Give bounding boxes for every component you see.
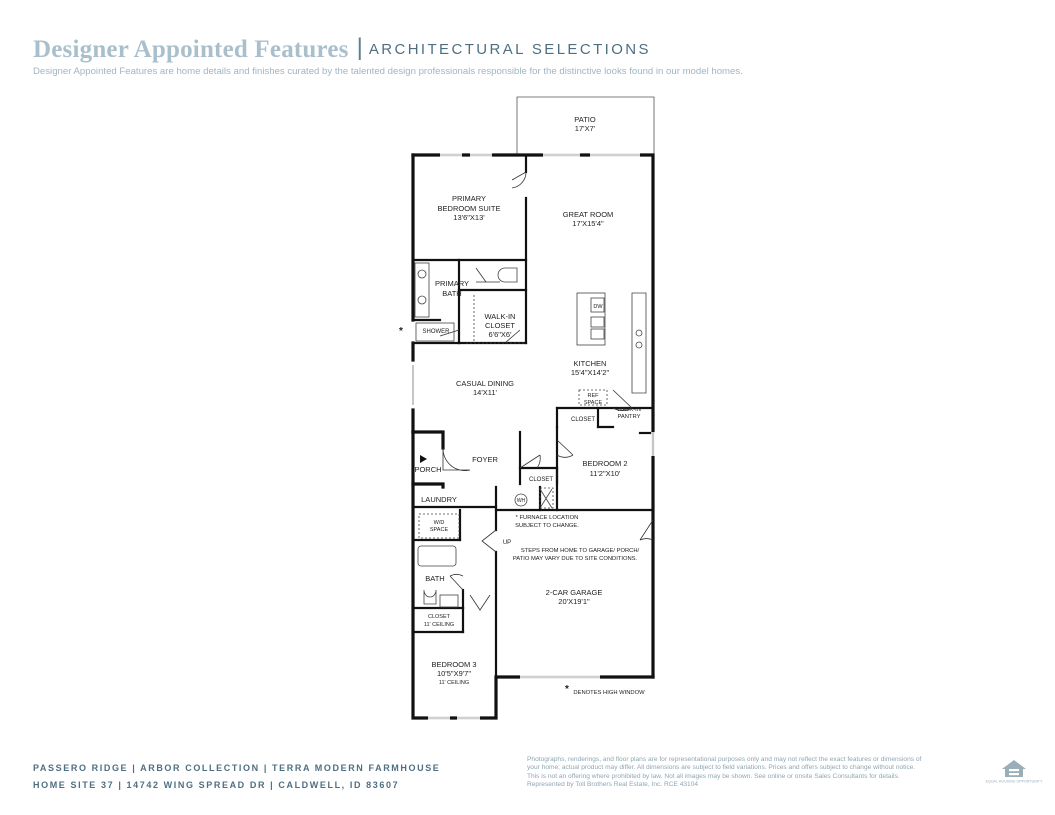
bath-label: BATH	[425, 574, 445, 583]
cooktop-b	[636, 342, 642, 348]
page-title: Designer Appointed Features	[33, 36, 349, 63]
primary-bedroom-size: 13'6"X13'	[453, 213, 485, 222]
bathtub	[418, 546, 456, 566]
disclaimer-line: your home; actual product may differ. All dimensions are subject to field variations. Prices and offers subject to change without notice.	[527, 764, 916, 772]
note-asterisk: *	[565, 684, 569, 695]
bedroom3-size: 10'5"X9'7"	[436, 669, 472, 678]
dw-label: DW	[593, 304, 603, 310]
primary-bath-label: PRIMARY	[434, 279, 470, 288]
wh-label: WH	[516, 498, 526, 504]
high-window-note: DENOTES HIGH WINDOW	[573, 690, 645, 696]
kitchen-counter	[632, 293, 646, 393]
bath-toilet	[424, 590, 436, 604]
community-line: PASSERO RIDGE | ARBOR COLLECTION | TERRA MODERN FARMHOUSE	[33, 763, 441, 773]
porch-arrow	[420, 455, 427, 463]
ref-space-label-2: SPACE	[583, 400, 603, 406]
community-info	[33, 760, 440, 794]
laundry-label: LAUNDRY	[421, 495, 457, 504]
primary-sink-left	[418, 270, 426, 278]
up-label: UP	[502, 540, 512, 546]
patio-size: 17'X7'	[574, 124, 596, 133]
bedroom2-label: BEDROOM 2	[582, 459, 628, 468]
bedroom3-ceiling: 11' CEILING	[438, 680, 470, 686]
garage-label: 2-CAR GARAGE	[545, 588, 603, 597]
page-subtitle: ARCHITECTURAL SELECTIONS	[368, 41, 651, 58]
closet-lower-label: CLOSET	[528, 477, 554, 483]
primary-bedroom-label: PRIMARY	[451, 194, 487, 203]
steps-note-2: PATIO MAY VARY DUE TO SITE CONDITIONS.	[512, 556, 638, 562]
casual-dining-label: CASUAL DINING	[455, 379, 515, 388]
disclaimer-line: Represented by Toll Brothers Real Estate, Inc. RCE 43104	[527, 781, 699, 789]
porch-label: PORCH	[414, 465, 442, 474]
kitchen-size: 15'4"X14'2"	[570, 368, 610, 377]
disclaimer-line: Photographs, renderings, and floor plans are for representational purposes only and may not reflect the exact features or dimensions of	[527, 756, 922, 763]
disclaimer	[527, 756, 997, 790]
walk-in-closet-label-2: CLOSET	[484, 321, 516, 330]
primary-vanity	[415, 263, 429, 317]
address-line: HOME SITE 37 | 14742 WING SPREAD DR | CALDWELL, ID 83607	[33, 780, 400, 790]
walk-in-closet-label: WALK-IN	[484, 312, 516, 321]
foyer-label: FOYER	[472, 455, 498, 464]
walk-in-closet-size: 6'6"X6'	[488, 330, 512, 339]
intro-text: Designer Appointed Features are home details and finishes curated by the talented design professionals responsible for the distinctive looks found in our model homes.	[33, 66, 743, 77]
closet-bed3-ceiling: 11' CEILING	[423, 622, 455, 628]
furnace-mark	[540, 489, 552, 508]
shower-label: SHOWER	[422, 329, 450, 335]
steps-note: STEPS FROM HOME TO GARAGE/ PORCH/	[520, 548, 640, 554]
windows	[413, 155, 653, 718]
wd-space-outline	[419, 514, 459, 538]
island-sink-b	[591, 329, 604, 339]
primary-toilet	[498, 268, 517, 282]
great-room-label: GREAT ROOM	[562, 210, 614, 219]
high-window-asterisk: *	[399, 326, 403, 337]
bedroom3-label: BEDROOM 3	[431, 660, 477, 669]
primary-bath-label-2: BATH	[442, 289, 462, 298]
equal-housing-icon	[985, 758, 1043, 784]
kitchen-label: KITCHEN	[573, 359, 607, 368]
closet-upper-label: CLOSET	[570, 417, 596, 423]
title-separator: |	[356, 34, 363, 61]
primary-bedroom-label-2: BEDROOM SUITE	[437, 204, 501, 213]
wd-space-label-2: SPACE	[429, 527, 449, 533]
exterior-walls	[413, 155, 653, 718]
window-lines	[413, 155, 653, 718]
great-room-size: 17'X15'4"	[572, 219, 604, 228]
closet-bed3-label: CLOSET	[427, 614, 451, 620]
island-sink-a	[591, 317, 604, 327]
wd-space-label: W/D	[433, 520, 445, 526]
walk-in-pantry-label: WALK-IN	[617, 407, 641, 413]
furnace-note-2: SUBJECT TO CHANGE.	[515, 523, 579, 529]
casual-dining-size: 14'X11'	[473, 388, 497, 397]
disclaimer-line: This is not an offering where prohibited by law. Not all images may be shown. See online or onsite Sales Consultants for details.	[527, 772, 900, 780]
garage-size: 20'X19'1"	[558, 597, 590, 606]
bath-sink	[440, 595, 458, 607]
ref-space-label: REF	[587, 393, 599, 399]
eho-text: EQUAL HOUSING OPPORTUNITY	[985, 779, 1043, 784]
bedroom2-size: 11'2"X10'	[589, 469, 621, 478]
cooktop-a	[636, 330, 642, 336]
walk-in-pantry-label-2: PANTRY	[617, 414, 641, 420]
patio-label: PATIO	[574, 115, 596, 124]
primary-sink-right	[418, 296, 426, 304]
furnace-note: * FURNACE LOCATION	[515, 515, 579, 521]
